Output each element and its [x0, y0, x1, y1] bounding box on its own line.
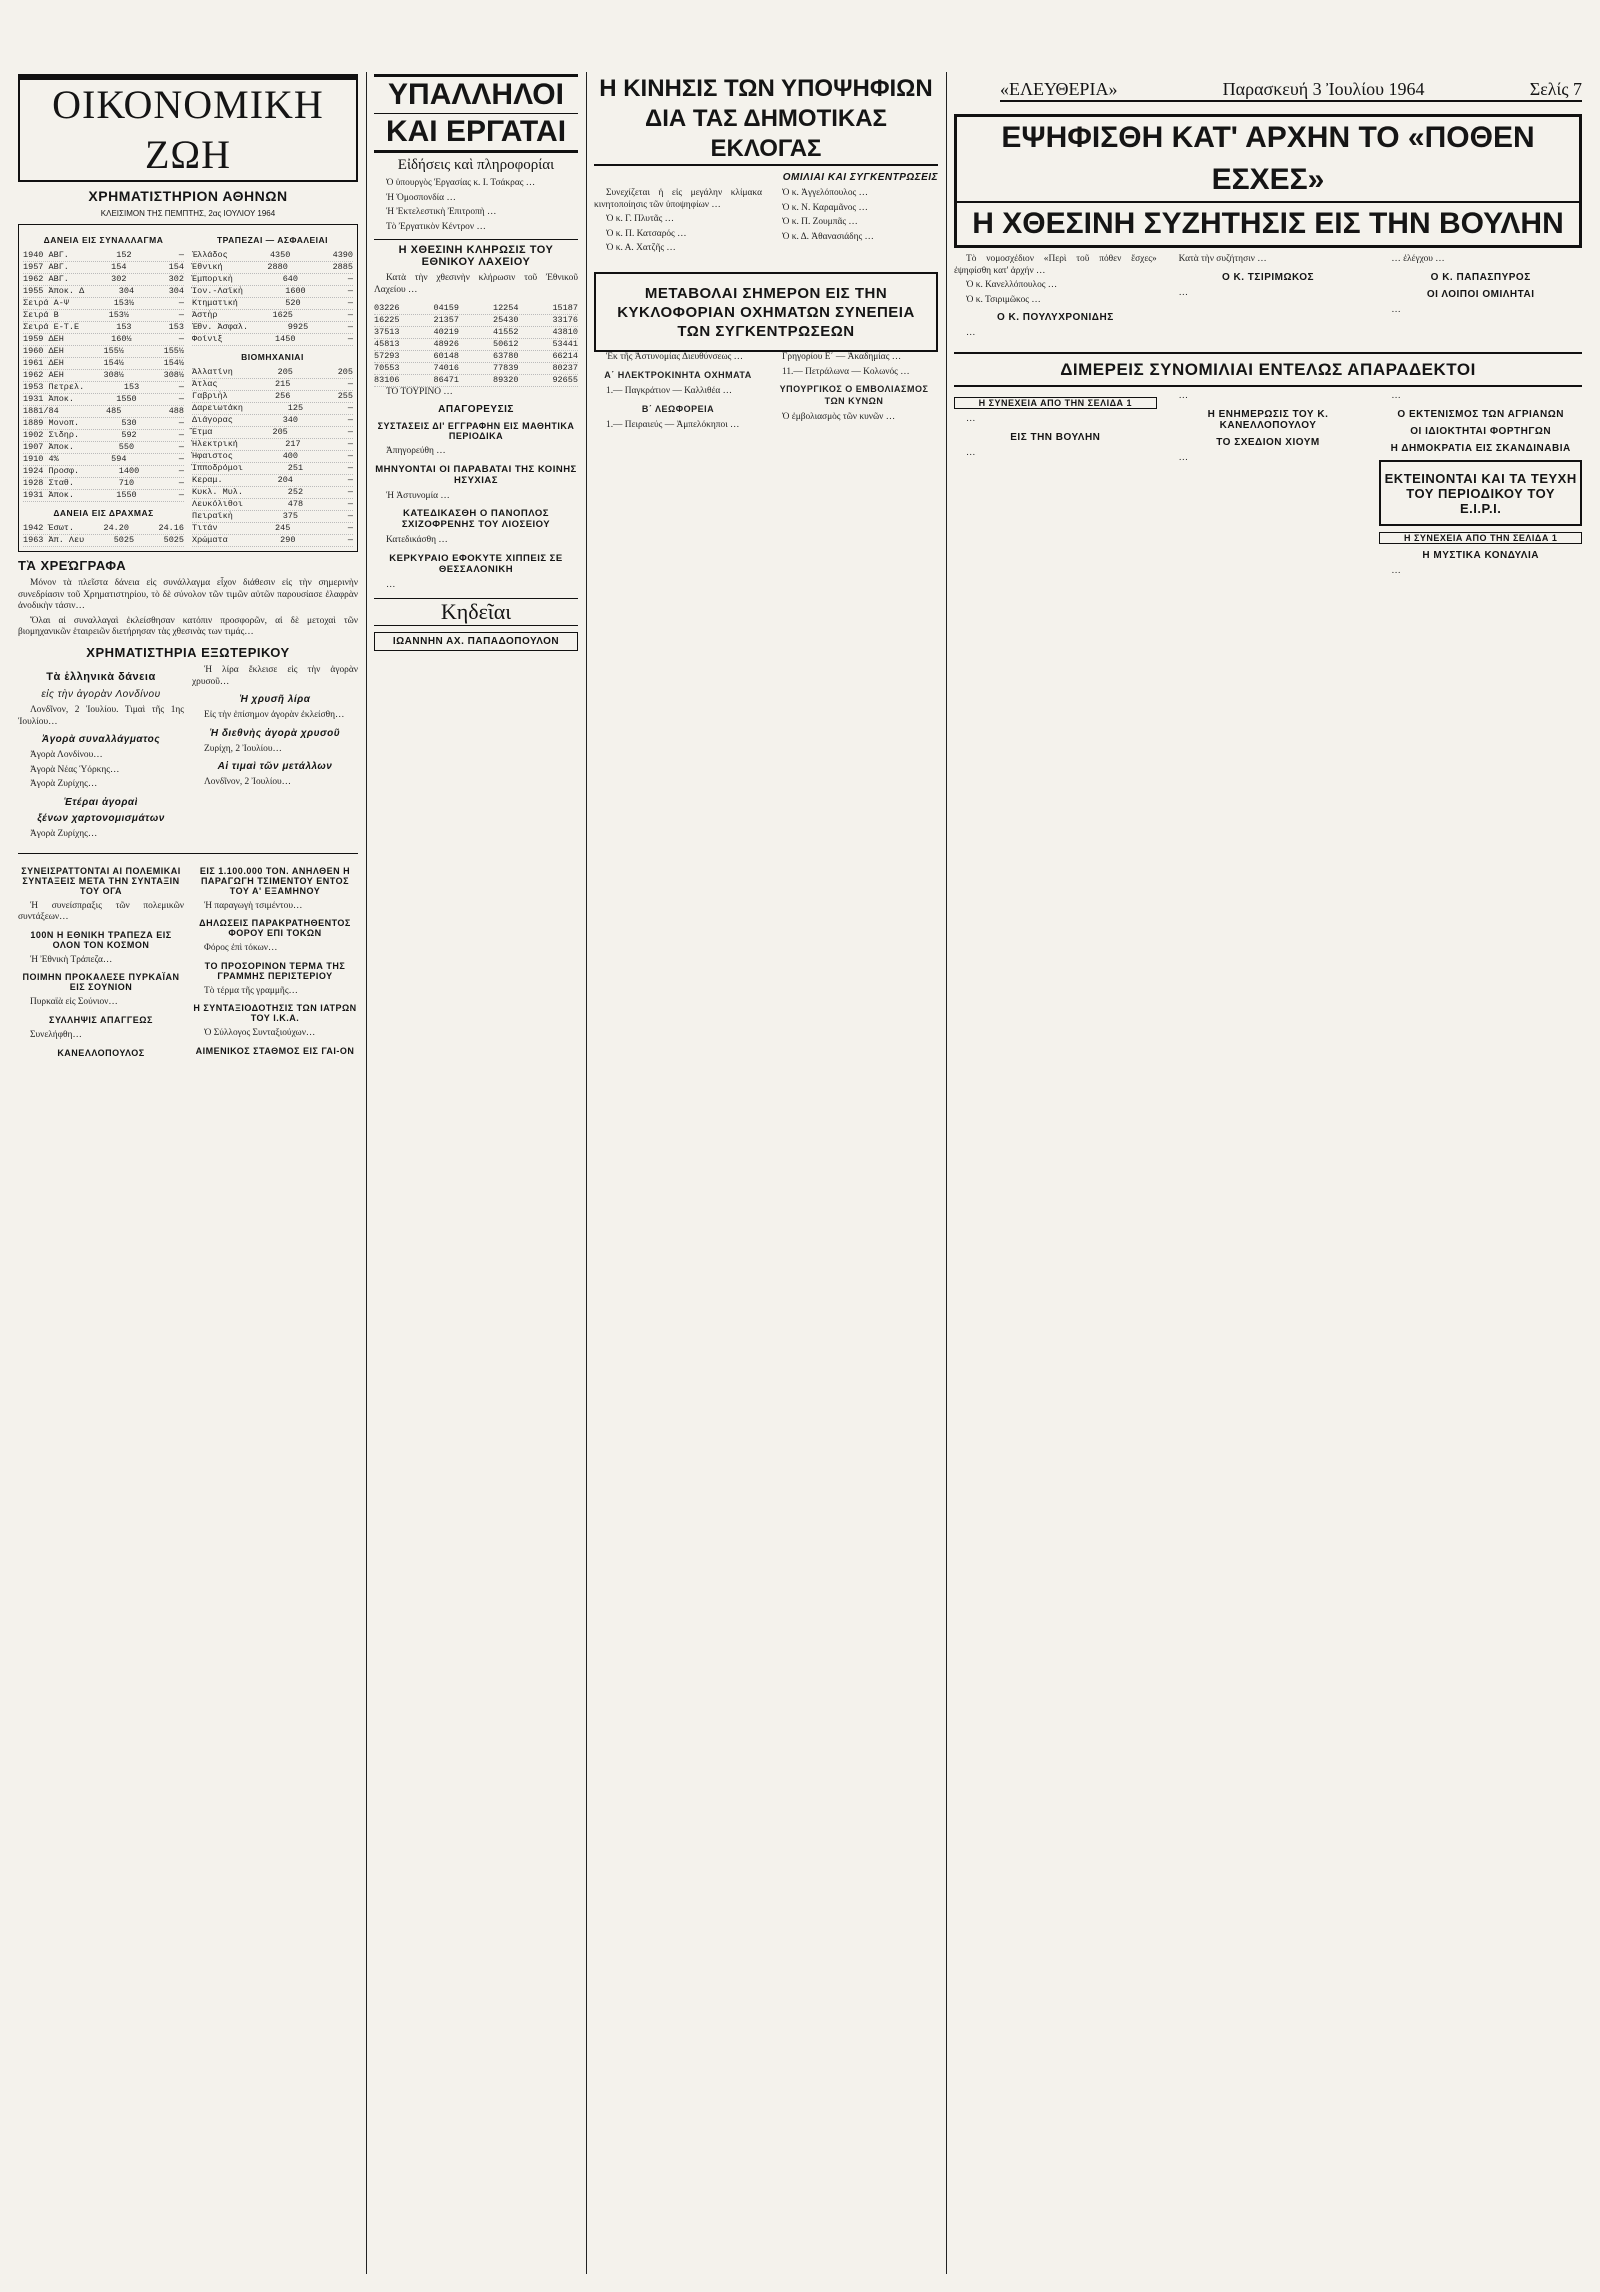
economic-life-column: [18, 72, 358, 2274]
bottom-news-right: [192, 860, 358, 1063]
banks-table: [192, 229, 353, 547]
news-headline: ΑΙΜΕΝΙΚΟΣ ΣΤΑΘΜΟΣ ΕΙΣ ΓΑΙ-ΟΝ: [195, 1045, 355, 1056]
other-markets-heading: Ἑτέραι ἀγοραὶ: [64, 796, 138, 808]
brief-heading: ΟΙ ΙΔΙΟΚΤΗΤΑΙ ΦΟΡΤΗΓΩΝ: [1410, 425, 1552, 437]
banks-table-title: ΤΡΑΠΕΖΑΙ — ΑΣΦΑΛΕΙΑΙ: [216, 235, 329, 245]
parliament-column: [954, 110, 1582, 2274]
employees-column: [374, 72, 578, 2274]
parliament-col-b: [1167, 254, 1370, 346]
continuation-label: Η ΣΥΝΕΧΕΙΑ ΑΠΟ ΤΗΝ ΣΕΛΙΔΑ 1: [1379, 532, 1582, 544]
news-headline: ΤΟ ΠΡΟΣΟΡΙΝΟΝ ΤΕΡΜΑ ΤΗΣ ΓΡΑΜΜΗΣ ΠΕΡΙΣΤΕΡΙΟΥ: [204, 960, 346, 981]
news-headline: ΣΥΝΕΙΣΡΑΤΤΟΝΤΑΙ ΑΙ ΠΟΛΕΜΙΚΑΙ ΣΥΝΤΑΞΕΙΣ ΜΕΤΑ ΤΗΝ ΣΥΝΤΑΞΙΝ ΤΟΥ ΟΓΑ: [21, 865, 181, 896]
bilateral-text: …: [1178, 390, 1189, 401]
eiri-headline: ΕΚΤΕΙΝΟΝΤΑΙ ΚΑΙ ΤΑ ΤΕΥΧΗ ΤΟΥ ΠΕΡΙΟΔΙΚΟΥ ΤΟΥ Ε.Ι.Ρ.Ι.: [1384, 470, 1577, 516]
securities-text: Μόνον τὰ πλεῖστα δάνεια εἰς συνάλλαγμα εἶχον διάθεσιν εἰς τὴν σημερινὴν συνεδρίασιν τοῦ Χρηματιστηρίου, τὸ δὲ σύνολον τῶν τιμῶν αὐτῶν παρουσίασε ἐλαφρὰν ἀνοδικὴν τάσιν… Ὅλαι αἱ συναλλαγαὶ ἐκλείσθησαν κατόπιν προσφορῶν, αἱ δὲ μετοχαὶ τῶν βιομηχανικῶν ἑταιρειῶν διετήρησαν τὰς χθεσινὰς των τιμάς…: [18, 578, 358, 638]
industries-table-body: Ἀλλατίνη 205 205 Ἀτλας 215 — Γαβριὴλ 256 255 Δαρειωτάκη 125 — Διάγορας 340 — Ἔτμα 205 — Ἡλεκτρική 217 — Ἡφαιστος 400 — Ἱπποδρόμοι 251 — Κεραμ. 204 — Κυκλ. Μυλ. 252 — Λευκόλιθοι 478 — Πειραϊκὴ 375 — Τιτάν 245 — Χρώματα 290 —: [192, 367, 353, 545]
securities-heading: ΤᾺ ΧΡΕΏΓΡΑΦΑ: [18, 558, 127, 573]
ban-headline: ΑΠΑΓΟΡΕΥΣΙΣ: [438, 404, 514, 416]
gold-text: Ἡ λίρα ἔκλεισε εἰς τὴν ἀγορὰν χρυσοῦ…: [192, 664, 358, 687]
foreign-exchanges-right: [192, 665, 358, 847]
employees-title-1: ΥΠΑΛΛΗΛΟΙ: [388, 78, 564, 111]
newspaper-name: «ΕΛΕΥΘΕΡΙΑ»: [1000, 79, 1118, 99]
employees-masthead: [374, 74, 578, 153]
noise-headline: ΜΗΝΥΟΝΤΑΙ ΟΙ ΠΑΡΑΒΑΤΑΙ ΤΗΣ ΚΟΙΝΗΣ ΗΣΥΧΙΑΣ: [375, 463, 577, 486]
candidates-column: [594, 72, 938, 2274]
candidates-subtitle: ΟΜΙΛΙΑΙ ΚΑΙ ΣΥΓΚΕΝΤΡΩΣΕΙΣ: [782, 172, 938, 183]
column-rule: [946, 72, 947, 2274]
continuation-label: Η ΣΥΝΕΧΕΙΑ ΑΠΟ ΤΗΝ ΣΕΛΙΔΑ 1: [954, 397, 1157, 409]
bottom-news-grid: [18, 860, 358, 1063]
news-text: Ἡ συνείσπραξις τῶν πολεμικῶν συντάξεων…: [18, 900, 184, 923]
gold-sovereign-heading: Ἡ χρυσῆ λίρα: [239, 694, 311, 706]
lottery-text: Κατὰ τὴν χθεσινὴν κλήρωσιν τοῦ Ἐθνικοῦ Λαχείου …: [374, 273, 578, 295]
page-header: [1000, 78, 1582, 102]
candidates-text-right: Ὁ κ. Ἀγγελόπουλος … Ὁ κ. Ν. Καραμᾶνος … Ὁ κ. Π. Ζουμπᾶς … Ὁ κ. Δ. Ἀθανασιάδης …: [782, 188, 874, 242]
parliament-col-c: [1379, 254, 1582, 346]
news-text: Ἡ παραγωγὴ τσιμέντου…: [204, 900, 303, 911]
news-headline: ΚΑΝΕΛΛΟΠΟΥΛΟΣ: [57, 1047, 145, 1058]
foreign-exchanges-heading: ΧΡΗΜΑΤΙΣΤΗΡΙΑ ΕΞΩΤΕΡΙΚΟΥ: [86, 644, 290, 660]
parliament-subheading: ΕΙΣ ΤΗΝ ΒΟΥΛΗΝ: [1010, 431, 1101, 443]
news-headline: Η ΣΥΝΤΑΞΙΟΔΟΤΗΣΙΣ ΤΩΝ ΙΑΤΡΩΝ ΤΟΥ Ι.Κ.Α.: [193, 1003, 357, 1024]
gold-market-heading: Ἡ διεθνὴς ἀγορὰ χρυσοῦ: [209, 727, 341, 739]
drachma-bonds-title: ΔΑΝΕΙΑ ΕΙΣ ΔΡΑΧΜΑΣ: [53, 508, 154, 518]
ban-text: Ἀπηγορεύθη …: [386, 446, 446, 457]
stock-tables: [18, 224, 358, 552]
brief-heading: Η ΔΗΜΟΚΡΑΤΙΑ ΕΙΣ ΣΚΑΝΔΙΝΑΒΙΑ: [1390, 442, 1571, 454]
bilateral-body: [954, 391, 1582, 583]
candidates-title-1: Η ΚΙΝΗΣΙΣ ΤΩΝ ΥΠΟΨΗΦΙΩΝ: [599, 75, 933, 102]
bilateral-text: …: [966, 413, 976, 424]
bilateral-col-b: [1167, 391, 1370, 583]
banknotes-text: Ἀγορὰ Ζυρίχης…: [30, 828, 98, 839]
traffic-section-a: Α΄ ΗΛΕΚΤΡΟΚΙΝΗΤΑ ΟΧΗΜΑΤΑ: [604, 369, 752, 380]
industries-table-title: ΒΙΟΜΗΧΑΝΙΑΙ: [241, 352, 304, 362]
bilateral-text: …: [1178, 452, 1189, 463]
bonds-table-body: 1940 ΑΒΓ. 152 — 1957 ΑΒΓ. 154 154 1962 ΑΒΓ. 302 302 1955 Ἀποκ. Δ 304 304 Σειρά Α-Ψ 153½ — Σειρά Β 153½ — Σειρά Ε-Τ.Ε 153 153 1959 ΔΕΗ 160½ — 1960 ΔΕΗ 155½ 155½ 1961 ΔΕΗ 154½ 154½ 1962 ΑΕΗ 308½ 308½ 1953 Πετρελ. 153 — 1931 Ἀποκ. 1550 — 1881/84 485 488 1889 Μονοπ. 530 — 1902 Σιδηρ. 592 — 1907 Ἀποκ. 550 — 1910 4% 594 — 1924 Προσφ. 1400 — 1928 Σταθ. 710 — 1931 Ἀποκ. 1550 —: [23, 250, 184, 500]
news-headline: ΕΙΣ 1.100.000 ΤΟΝ. ΑΝΗΛΘΕΝ Η ΠΑΡΑΓΩΓΗ ΤΣΙΜΕΝΤΟΥ ΕΝΤΟΣ ΤΟΥ Α' ΕΞΑΜΗΝΟΥ: [199, 865, 351, 896]
corfu-text: …: [386, 579, 396, 590]
traffic-box: [594, 272, 938, 352]
london-market-heading: εἰς τὴν ἀγορὰν Λονδίνου: [41, 688, 161, 700]
candidates-text-grid: [594, 188, 938, 264]
parliament-masthead: [954, 114, 1582, 248]
traffic-section-b: Β΄ ΛΕΩΦΟΡΕΙΑ: [641, 403, 715, 414]
employees-text: Ὁ ὑπουργὸς Ἐργασίας κ. Ι. Τσάκρας … Ἡ Ὁμοσπονδία … Ἡ Ἐκτελεστικὴ Ἐπιτροπὴ … Τὸ Ἐργατικὸν Κέντρον …: [386, 178, 536, 232]
greek-bonds-heading: Τὰ ἑλληνικὰ δάνεια: [46, 670, 156, 683]
london-market-text: Λονδῖνον, 2 Ἰουλίου. Τιμαὶ τῆς 1ης Ἰουλίου…: [18, 704, 184, 727]
fx-text: Ἀγορὰ Λονδίνου… Ἀγορὰ Νέας Ὑόρκης… Ἀγορὰ Ζυρίχης…: [30, 750, 120, 790]
speaker-text: …: [1178, 287, 1189, 298]
foreign-exchanges-left: [18, 665, 184, 847]
news-text: Ἡ Ἐθνικὴ Τράπεζα…: [30, 954, 113, 965]
page-number: Σελίς 7: [1529, 79, 1582, 99]
news-text: Συνελήφθη…: [30, 1029, 82, 1040]
stock-tables-grid: [23, 229, 353, 547]
corfu-headline: ΚΕΡΚΥΡΑΙΟ ΕΦΟΚΥΤΕ ΧΙΠΠΕΙΣ ΣΕ ΘΕΣΣΑΛΟΝΙΚΗ: [389, 552, 563, 575]
bonds-table: [23, 229, 184, 547]
news-text: Φόρος ἐπὶ τόκων…: [204, 943, 278, 954]
eiri-box: [1379, 460, 1582, 526]
metals-text: Λονδῖνον, 2 Ἰουλίου…: [204, 777, 292, 788]
banknotes-heading: ξένων χαρτονομισμάτων: [37, 812, 165, 824]
news-headline: 100Ν Η ΕΘΝΙΚΗ ΤΡΑΠΕΖΑ ΕΙΣ ΟΛΟΝ ΤΟΝ ΚΟΣΜΟΝ: [30, 929, 172, 950]
ban-subheadline: ΣΥΣΤΑΣΕΙΣ ΔΙ' ΕΓΓΡΑΦΗΝ ΕΙΣ ΜΑΘΗΤΙΚΑ ΠΕΡΙΟΔΙΚΑ: [377, 421, 575, 442]
column-rule: [586, 72, 587, 2274]
lottery-headline: Η ΧΘΕΣΙΝΗ ΚΛΗΡΩΣΙΣ ΤΟΥ ΕΘΝΙΚΟΥ ΛΑΧΕΙΟΥ: [374, 239, 578, 268]
funerals-heading: Κηδεῖαι: [374, 598, 578, 626]
traffic-headline: ΜΕΤΑΒΟΛΑΙ ΣΗΜΕΡΟΝ ΕΙΣ ΤΗΝ ΚΥΚΛΟΦΟΡΙΑΝ ΟΧΗΜΑΤΩΝ ΣΥΝΕΠΕΙΑ ΤΩΝ ΣΥΓΚΕΝΤΡΩΣΕΩΝ: [617, 284, 915, 340]
bottom-news-left: [18, 860, 184, 1063]
sovereign-text: Εἰς τὴν ἐπίσημον ἀγορὰν ἐκλείσθη…: [204, 710, 345, 721]
parliament-title-1: ΕΨΗΦΙΣΘΗ ΚΑΤ' ΑΡΧΗΝ ΤΟ «ΠΟΘΕΝ ΕΣΧΕΣ»: [957, 117, 1579, 203]
bilateral-col-c: [1379, 391, 1582, 583]
bilateral-text: …: [1391, 565, 1401, 576]
toyr-text: ΤΟ ΤΟΥΡΙΝΟ …: [386, 386, 453, 397]
exchange-subtitle: ΚΛΕΙΣΙΜΟΝ ΤΗΣ ΠΕΜΠΤΗΣ, 2ας ΙΟΥΛΙΟΥ 1964: [100, 209, 276, 218]
news-text: Τὸ τέρμα τῆς γραμμῆς…: [204, 985, 298, 996]
exchange-title: ΧΡΗΜΑΤΙΣΤΗΡΙΟΝ ΑΘΗΝΩΝ: [88, 188, 288, 204]
column-rule: [366, 72, 367, 2274]
lottery-numbers: 03226 04159 12254 15187 16225 21357 25430 33176 37513 40219 41552 43810 45813 48926 50612 53441 57293 60148 63780 66214 70553 74016 77839 80237 83106 86471 89320 92655: [374, 302, 578, 385]
traffic-text-left: Ἐκ τῆς Ἀστυνομίας Διευθύνσεως … Α΄ ΗΛΕΚΤΡΟΚΙΝΗΤΑ ΟΧΗΜΑΤΑ 1.— Παγκράτιον — Καλλιθέα … Β΄ ΛΕΩΦΟΡΕΙΑ 1.— Πειραιεύς — Ἀμπελόκηποι …: [594, 352, 762, 435]
bilateral-text: …: [1391, 390, 1401, 401]
fx-heading: Ἀγορὰ συναλλάγματος: [41, 734, 161, 746]
parliament-text: Κατὰ τὴν συζήτησιν …: [1178, 254, 1267, 264]
employees-subtitle: Εἰδήσεις καὶ πληροφορίαι: [397, 157, 555, 173]
parliament-col-a: [954, 254, 1157, 346]
bonds-table-title: ΔΑΝΕΙΑ ΕΙΣ ΣΥΝΑΛΛΑΓΜΑ: [43, 235, 164, 245]
banks-table-body: Ἑλλάδος 4350 4390 Ἐθνική 2880 2885 Ἐμπορικὴ 640 — Ἰον.-Λαϊκὴ 1600 — Κτηματική 520 — Ἀστὴρ 1625 — Ἑθν. Ἀσφαλ. 9925 — Φοίνιξ 1450 —: [192, 250, 353, 344]
brief-heading: Η ΜΥΣΤΙΚΑ ΚΟΝΔΥΛΙΑ: [1422, 549, 1539, 561]
foreign-exchanges-grid: [18, 665, 358, 847]
news-headline: ΣΥΛΛΗΨΙΣ ΑΠΑΓΓΕΩΣ: [49, 1014, 153, 1025]
section-title: [18, 74, 358, 182]
drachma-bonds-body: 1942 Ἐσωτ. 24.20 24.16 1963 Ἀπ. Λευ 5025 5025: [23, 523, 184, 545]
verdict-headline: ΚΑΤΕΔΙΚΑΣΘΗ Ο ΠΑΝΟΠΛΟΣ ΣΧΙΖΟΦΡΕΝΗΣ ΤΟΥ ΛΙΟΣΕΙΟΥ: [401, 508, 551, 531]
employees-title-2: ΚΑΙ ΕΡΓΑΤΑΙ: [374, 113, 578, 150]
speaker-text: …: [1391, 304, 1401, 315]
news-headline: ΔΗΛΩΣΕΙΣ ΠΑΡΑΚΡΑΤΗΘΕΝΤΟΣ ΦΟΡΟΥ ΕΠΙ ΤΟΚΩΝ: [199, 918, 351, 939]
candidates-text-left: Συνεχίζεται ἡ εἰς μεγάλην κλίμακα κινητοποίησις τῶν ὑποψηφίων … Ὁ κ. Γ. Πλυτᾶς … Ὁ κ. Π. Κατσαρός … Ὁ κ. Α. Χατζῆς …: [594, 188, 762, 254]
bilateral-box: [954, 352, 1582, 387]
bilateral-headline: ΔΙΜΕΡΕΙΣ ΣΥΝΟΜΙΛΙΑΙ ΕΝΤΕΛΩΣ ΑΠΑΡΑΔΕΚΤΟΙ: [1060, 359, 1476, 379]
speaker-text: …: [966, 328, 976, 339]
news-text: Ὁ Σύλλογος Συνταξιούχων…: [204, 1028, 316, 1039]
hume-plan-heading: ΤΟ ΣΧΕΔΙΟΝ ΧΙΟΥΜ: [1216, 436, 1320, 448]
toyr-label: ΤΟ ΤΟΥΡΙΝΟ: [386, 386, 442, 397]
speaker-heading: Ο Κ. ΠΑΠΑΣΠΥΡΟΣ: [1430, 271, 1531, 283]
traffic-text-right: Γρηγορίου Ε΄ — Ἀκαδημίας … 11.— Πετράλωνα — Κολωνός … ΥΠΟΥΡΓΙΚΟΣ Ο ΕΜΒΟΛΙΑΣΜΟΣ ΤΩΝ ΚΥΝΩΝ Ὁ ἐμβολιασμὸς τῶν κυνῶν …: [770, 352, 938, 435]
news-text: Πυρκαϊὰ εἰς Σούνιον…: [30, 997, 118, 1008]
bilateral-col-a: [954, 391, 1157, 583]
gold-market-text: Ζυρίχη, 2 Ἰουλίου…: [204, 743, 282, 754]
parliament-text: … ἐλέγχου …: [1391, 254, 1445, 264]
section-title-text: ΟΙΚΟΝΟΜΙΚΗ ΖΩΗ: [52, 82, 324, 177]
parliament-text: Τὸ νομοσχέδιον «Περὶ τοῦ πόθεν ἔσχες» ἐψηφίσθη κατ' ἀρχήν … Ὁ κ. Κανελλόπουλος … Ὁ κ. Τσιριμῶκος …: [954, 254, 1157, 305]
briefing-heading: Η ΕΝΗΜΕΡΩΣΙΣ ΤΟΥ Κ. ΚΑΝΕΛΛΟΠΟΥΛΟΥ: [1207, 408, 1329, 431]
brief-heading: Ο ΕΚΤΕΝΙΣΜΟΣ ΤΩΝ ΑΓΡΙΑΝΩΝ: [1397, 408, 1564, 420]
metals-heading: Αἱ τιμαὶ τῶν μετάλλων: [217, 761, 333, 773]
other-speakers-heading: ΟΙ ΛΟΙΠΟΙ ΟΜΙΛΗΤΑΙ: [1426, 288, 1535, 300]
obituary-name: ΙΩΑΝΝΗΝ ΑΧ. ΠΑΠΑΔΟΠΟΥΛΟΝ: [374, 632, 578, 651]
candidates-title-2: ΔΙΑ ΤΑΣ ΔΗΜΟΤΙΚΑΣ ΕΚΛΟΓΑΣ: [645, 105, 887, 162]
news-headline: ΠΟΙΜΗΝ ΠΡΟΚΑΛΕΣΕ ΠΥΡΚΑΪΑΝ ΕΙΣ ΣΟΥΝΙΟΝ: [22, 972, 180, 993]
divider: [18, 853, 358, 854]
candidates-masthead: [594, 74, 938, 166]
bilateral-text: …: [966, 447, 976, 458]
parliament-title-2: Η ΧΘΕΣΙΝΗ ΣΥΖΗΤΗΣΙΣ ΕΙΣ ΤΗΝ ΒΟΥΛΗΝ: [972, 207, 1564, 240]
parliament-body: [954, 254, 1582, 346]
header-date: Παρασκευή 3 Ἰουλίου 1964: [1222, 79, 1425, 99]
speaker-heading: Ο Κ. ΤΣΙΡΙΜΩΚΟΣ: [1221, 271, 1315, 283]
vaccination-headline: ΥΠΟΥΡΓΙΚΟΣ Ο ΕΜΒΟΛΙΑΣΜΟΣ ΤΩΝ ΚΥΝΩΝ: [779, 384, 929, 406]
verdict-text: Κατεδικάσθη …: [386, 535, 448, 546]
speaker-heading: Ο Κ. ΠΟΥΛΥΧΡΟΝΙΔΗΣ: [996, 312, 1114, 324]
traffic-grid: [594, 352, 938, 441]
noise-text: Ἡ Ἀστυνομία …: [386, 490, 450, 501]
